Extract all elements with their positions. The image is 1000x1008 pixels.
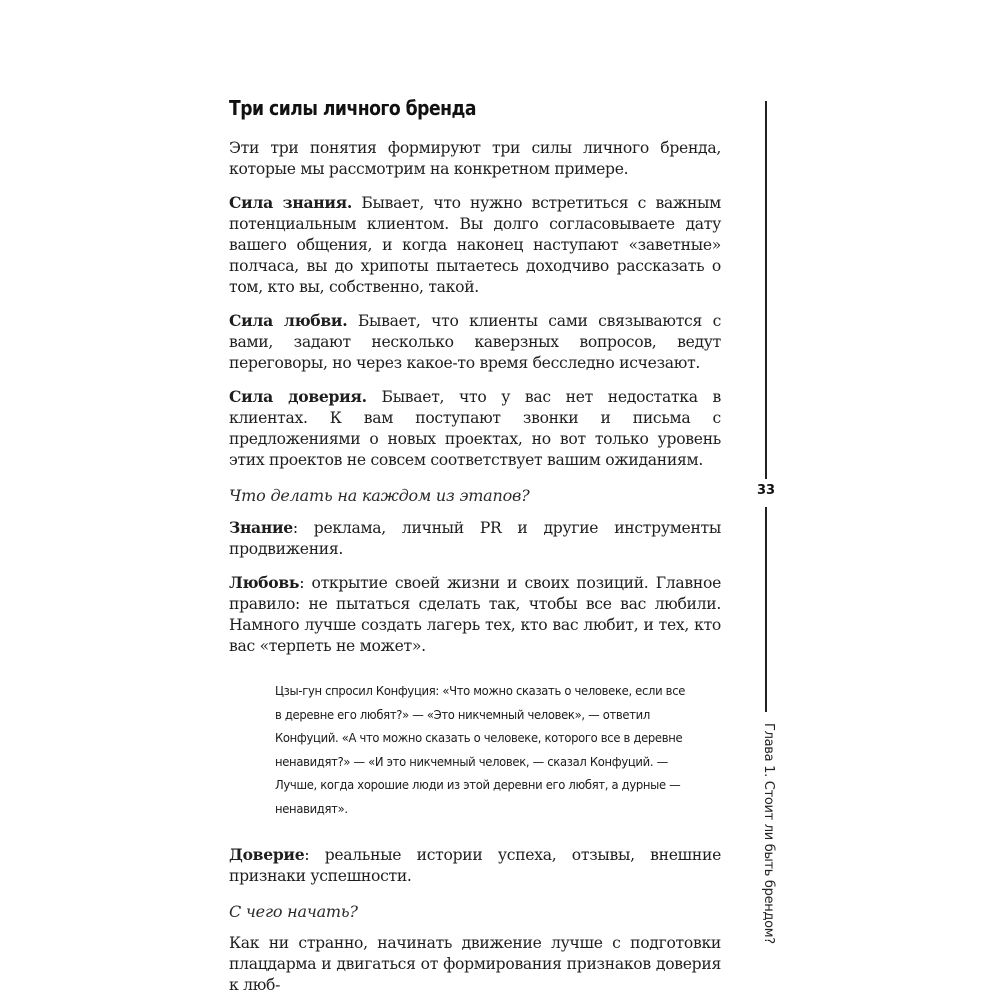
paragraph-sila-doveriya [229, 386, 721, 471]
term-sila-lyubvi: Сила любви. [229, 311, 348, 330]
section-heading: Три силы личного бренда [229, 96, 476, 120]
paragraph-lyubov [229, 572, 721, 657]
term-doverie: Доверие [229, 845, 305, 864]
subhead-stages: Что делать на каждом из этапов? [229, 486, 530, 505]
running-head: Глава 1. Стоит ли быть брендом? [761, 723, 776, 944]
page-content [229, 96, 721, 1008]
paragraph-doverie [229, 844, 721, 887]
intro-paragraph: Эти три понятия формируют три силы личного бренда, которые мы рассмотрим на конкретном примере. [229, 139, 721, 178]
paragraph-znanie [229, 517, 721, 560]
closing-paragraph: Как ни странно, начинать движение лучше с подготовки плацдарма и двигаться от формирования признаков доверия к люб- [229, 934, 721, 994]
text-znanie: : реклама, личный PR и другие инструменты продвижения. [229, 519, 721, 558]
text-sila-doveriya: Бывает, что у вас нет недостатка в клиентах. К вам поступают звонки и письма с предложениями о новых проектах, но вот только уровень этих проектов не совсем соответствует вашим ожиданиям. [229, 388, 722, 469]
text-sila-lyubvi: Бывает, что клиенты сами связываются с вами, задают несколько каверзных вопросов, ведут переговоры, но через какое-то время бесследно исчезают. [229, 312, 721, 372]
paragraph-sila-lyubvi [229, 310, 721, 374]
text-sila-znaniya: Бывает, что нужно встретиться с важным потенциальным клиентом. Вы долго согласовываете дату вашего общения, и когда наконец наступают «заветные» полчаса, вы до хрипоты пытаетесь доходчиво рассказать о том, кто вы, собственно, такой. [229, 194, 721, 296]
term-lyubov: Любовь [229, 573, 300, 592]
margin-rule-top [765, 101, 767, 479]
subhead-start: С чего начать? [229, 902, 358, 921]
term-sila-znaniya: Сила знания. [229, 193, 352, 212]
text-doverie: : реальные истории успеха, отзывы, внешние признаки успешности. [229, 846, 721, 885]
term-sila-doveriya: Сила доверия. [229, 387, 367, 406]
confucius-quote: Цзы-гун спросил Конфуция: «Что можно сказать о человеке, если все в деревне его любят?» — «Это никчемный человек», — ответил Конфуций. «А что можно сказать о человеке, которого все в деревне ненавидят?» — «И это никчемный человек, — сказал Конфуций. — Лучше, когда хорошие люди из этой деревни его любят, а дурные — ненавидят». [275, 683, 686, 816]
text-lyubov: : открытие своей жизни и своих позиций. Главное правило: не пытаться сделать так, чтобы все вас любили. Намного лучше создать лагерь тех, кто вас любит, и тех, кто вас «терпеть не может». [229, 574, 721, 655]
margin-rule-bottom [765, 507, 767, 712]
paragraph-sila-znaniya [229, 192, 721, 298]
term-znanie: Знание [229, 518, 293, 537]
page-number: 33 [756, 483, 776, 498]
